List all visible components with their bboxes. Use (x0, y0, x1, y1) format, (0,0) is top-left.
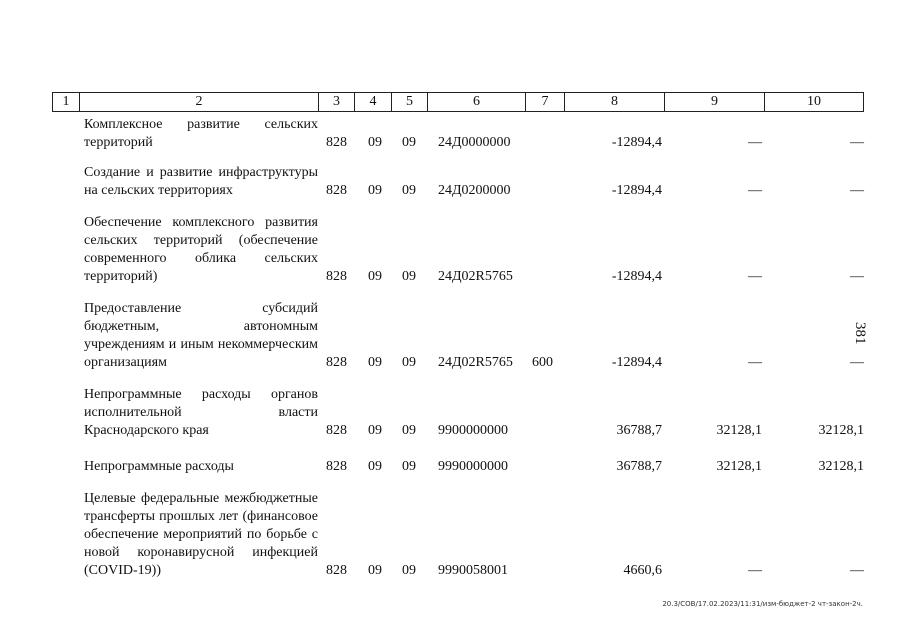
row-amount-col10: 32128,1 (818, 459, 864, 474)
row-section: 09 (368, 135, 382, 150)
row-amount-col9: — (748, 183, 762, 198)
row-subsection: 09 (402, 355, 416, 370)
row-description: Непрограммные расходы (84, 459, 234, 474)
header-col-5: 5 (406, 94, 413, 109)
row-target-article: 24Д02R5765 (438, 355, 513, 370)
row-code: 828 (326, 563, 347, 578)
row-amount-col8: -12894,4 (611, 183, 662, 198)
header-col-9: 9 (711, 94, 718, 109)
row-target-article: 24Д0000000 (438, 135, 511, 150)
row-description: Создание и развитие инфраструктуры на сельских территориях (84, 165, 318, 198)
row-section: 09 (368, 355, 382, 370)
header-col-6: 6 (473, 94, 480, 109)
table-header-row (52, 92, 864, 112)
header-col-1: 1 (62, 94, 70, 109)
row-target-article: 24Д0200000 (438, 183, 511, 198)
row-amount-col9: — (748, 355, 762, 370)
row-target-article: 9900000000 (438, 423, 508, 438)
row-subsection: 09 (402, 423, 416, 438)
row-amount-col10: — (850, 563, 864, 578)
row-section: 09 (368, 423, 382, 438)
row-amount-col9: — (748, 135, 762, 150)
row-code: 828 (326, 355, 347, 370)
row-amount-col9: 32128,1 (716, 423, 762, 438)
row-amount-col9: — (748, 269, 762, 284)
row-amount-col10: — (850, 183, 864, 198)
row-description: Непрограммные расходы органов исполнительной власти Краснодарского края (84, 387, 318, 438)
row-target-article: 24Д02R5765 (438, 269, 513, 284)
row-target-article: 9990058001 (438, 563, 508, 578)
row-code: 828 (326, 135, 347, 150)
row-amount-col8: -12894,4 (611, 269, 662, 284)
row-amount-col8: -12894,4 (611, 135, 662, 150)
row-subsection: 09 (402, 563, 416, 578)
header-col-8: 8 (611, 94, 618, 109)
row-amount-col8: -12894,4 (611, 355, 662, 370)
row-amount-col9: 32128,1 (716, 459, 762, 474)
page-number: 381 (852, 322, 868, 345)
row-amount-col8: 36788,7 (616, 423, 662, 438)
row-subsection: 09 (402, 459, 416, 474)
row-amount-col9: — (748, 563, 762, 578)
header-col-2: 2 (195, 94, 203, 109)
row-section: 09 (368, 563, 382, 578)
row-code: 828 (326, 459, 347, 474)
row-amount-col10: — (850, 135, 864, 150)
row-description: Комплексное развитие сельских территорий (84, 117, 318, 150)
row-description: Предоставление субсидий бюджетным, автономным учреждениям и иным некоммерческим организациям (84, 301, 318, 370)
header-col-7: 7 (541, 94, 549, 109)
document-footer-stamp: 20.3/СОВ/17.02.2023/11:31/изм-бюджет-2 чт-закон-2ч. (662, 600, 863, 608)
row-amount-col10: — (850, 355, 864, 370)
row-subsection: 09 (402, 135, 416, 150)
header-col-3: 3 (333, 94, 340, 109)
row-subsection: 09 (402, 183, 416, 198)
row-subsection: 09 (402, 269, 416, 284)
row-expense-type: 600 (532, 355, 553, 370)
row-amount-col8: 4660,6 (623, 563, 662, 578)
row-section: 09 (368, 269, 382, 284)
row-amount-col8: 36788,7 (616, 459, 662, 474)
row-description: Обеспечение комплексного развития сельских территорий (обеспечение современного облика сельских территорий) (84, 215, 318, 284)
row-section: 09 (368, 183, 382, 198)
row-section: 09 (368, 459, 382, 474)
row-target-article: 9990000000 (438, 459, 508, 474)
row-amount-col10: 32128,1 (818, 423, 864, 438)
row-code: 828 (326, 423, 347, 438)
header-col-10: 10 (807, 94, 821, 109)
row-description: Целевые федеральные межбюджетные трансферты прошлых лет (финансовое обеспечение мероприятий по борьбе с новой коронавирусной инфекцией (COVID-19)) (84, 491, 318, 578)
row-code: 828 (326, 269, 347, 284)
row-amount-col10: — (850, 269, 864, 284)
header-col-4: 4 (369, 94, 377, 109)
row-code: 828 (326, 183, 347, 198)
